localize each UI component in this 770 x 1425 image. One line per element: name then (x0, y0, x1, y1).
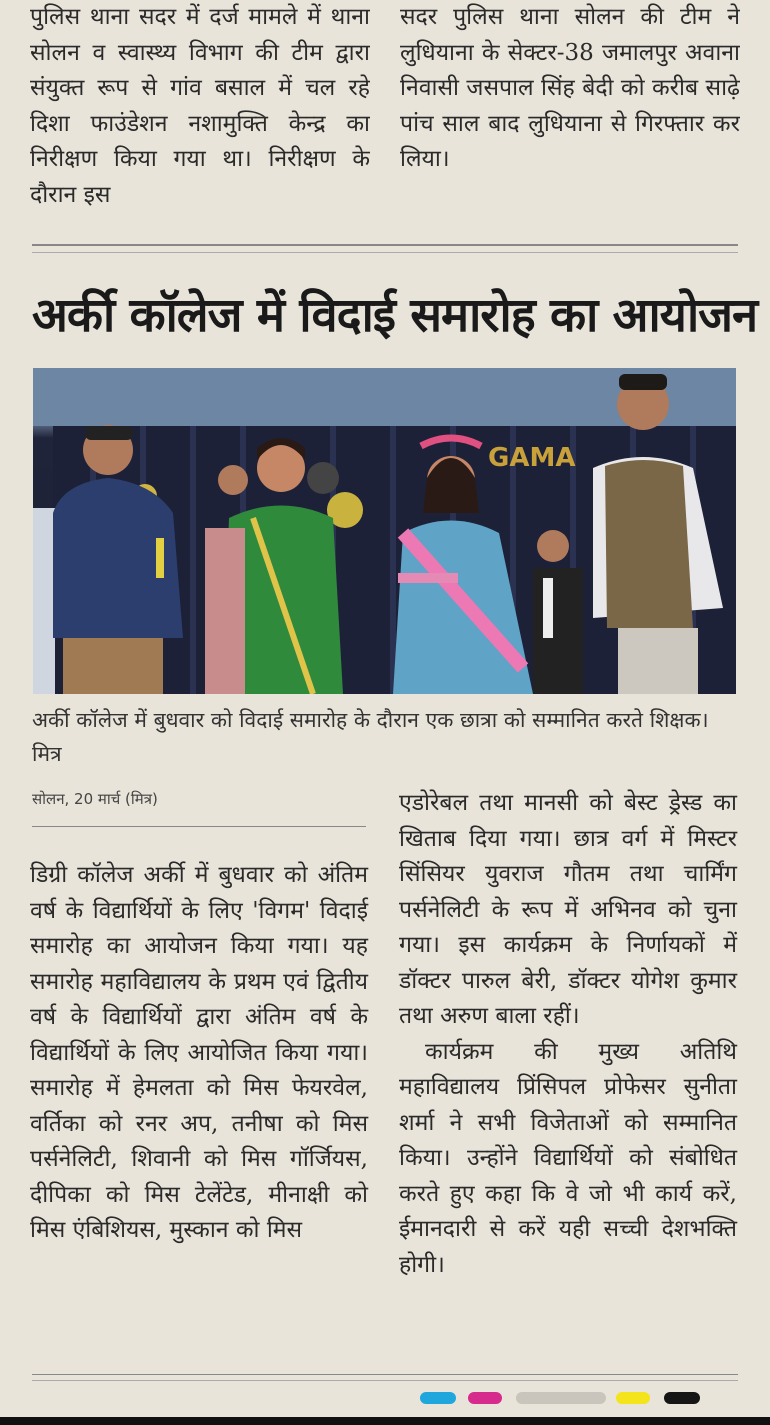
section-divider (32, 244, 738, 253)
farewell-ceremony-photo (33, 368, 736, 694)
previous-article-right-text: सदर पुलिस थाना सोलन की टीम ने लुधियाना के सेक्टर-38 जमालपुर अवाना निवासी जसपाल सिंह बेदी को करीब साढ़े पांच साल बाद लुधियाना से गिरफ्तार कर लिया। (400, 4, 740, 172)
registration-mark-cyan (420, 1392, 456, 1404)
registration-mark-black (664, 1392, 700, 1404)
article-left-column (30, 858, 368, 1249)
headline: अर्की कॉलेज में विदाई समारोह का आयोजन (32, 288, 758, 343)
article-right-paragraph-1: एडोरेबल तथा मानसी को बेस्ट ड्रेस्ड का खिताब दिया गया। छात्र वर्ग में मिस्टर सिंसियर युवराज गौतम तथा चार्मिंग पर्सनेलिटी के रूप में अभिनव को चुना गया। इस कार्यक्रम के निर्णायकों में डॉक्टर पारुल बेरी, डॉक्टर योगेश कुमार तथा अरुण बाला रहीं। (399, 790, 737, 1029)
footer-divider (32, 1374, 738, 1381)
previous-article-right-column (400, 0, 740, 218)
article-left-text: डिग्री कॉलेज अर्की में बुधवार को अंतिम वर्ष के विद्यार्थियों के लिए 'विगम' विदाई समारोह का आयोजन किया गया। यह समारोह महाविद्यालय के प्रथम एवं द्वितीय वर्ष के विद्यार्थियों द्वारा अंतिम वर्ष के विद्यार्थियों के लिए आयोजित किया गया। समारोह में हेमलता को मिस फेयरवेल, वर्तिका को रनर अप, तनीषा को मिस पर्सनेलिटी, शिवानी को मिस गॉर्जियस, दीपिका को मिस टेलेंटेड, मीनाक्षी को मिस एंबिशियस, मुस्कान को मिस (30, 862, 368, 1243)
svg-text:GAMA: GAMA (488, 443, 576, 473)
dateline: सोलन, 20 मार्च (मित्र) (32, 790, 158, 808)
previous-article-left-column (30, 0, 370, 218)
news-photo (33, 368, 736, 694)
photo-caption: अर्की कॉलेज में बुधवार को विदाई समारोह के दौरान एक छात्रा को सम्मानित करते शिक्षक। मित्र (32, 708, 709, 766)
registration-mark-gray (516, 1392, 606, 1404)
registration-mark-yellow (616, 1392, 650, 1404)
dateline-rule (32, 826, 366, 827)
article-right-paragraph-2: कार्यक्रम की मुख्य अतिथि महाविद्यालय प्रिंसिपल प्रोफेसर सुनीता शर्मा ने सभी विजेताओं को सम्मानित किया। उन्होंने विद्यार्थियों को संबोधित करते हुए कहा कि वे जो भी कार्य करें, ईमानदारी से करें यही सच्ची देशभक्ति होगी। (399, 1038, 737, 1278)
bottom-edge (0, 1417, 770, 1425)
article-right-column (399, 786, 737, 1283)
registration-mark-magenta (468, 1392, 502, 1404)
previous-article-left-text: पुलिस थाना सदर में दर्ज मामले में थाना सोलन व स्वास्थ्य विभाग की टीम द्वारा संयुक्त रूप से गांव बसाल में चल रहे दिशा फाउंडेशन नशामुक्ति केन्द्र का निरीक्षण किया गया था। निरीक्षण के दौरान इस (30, 4, 370, 208)
